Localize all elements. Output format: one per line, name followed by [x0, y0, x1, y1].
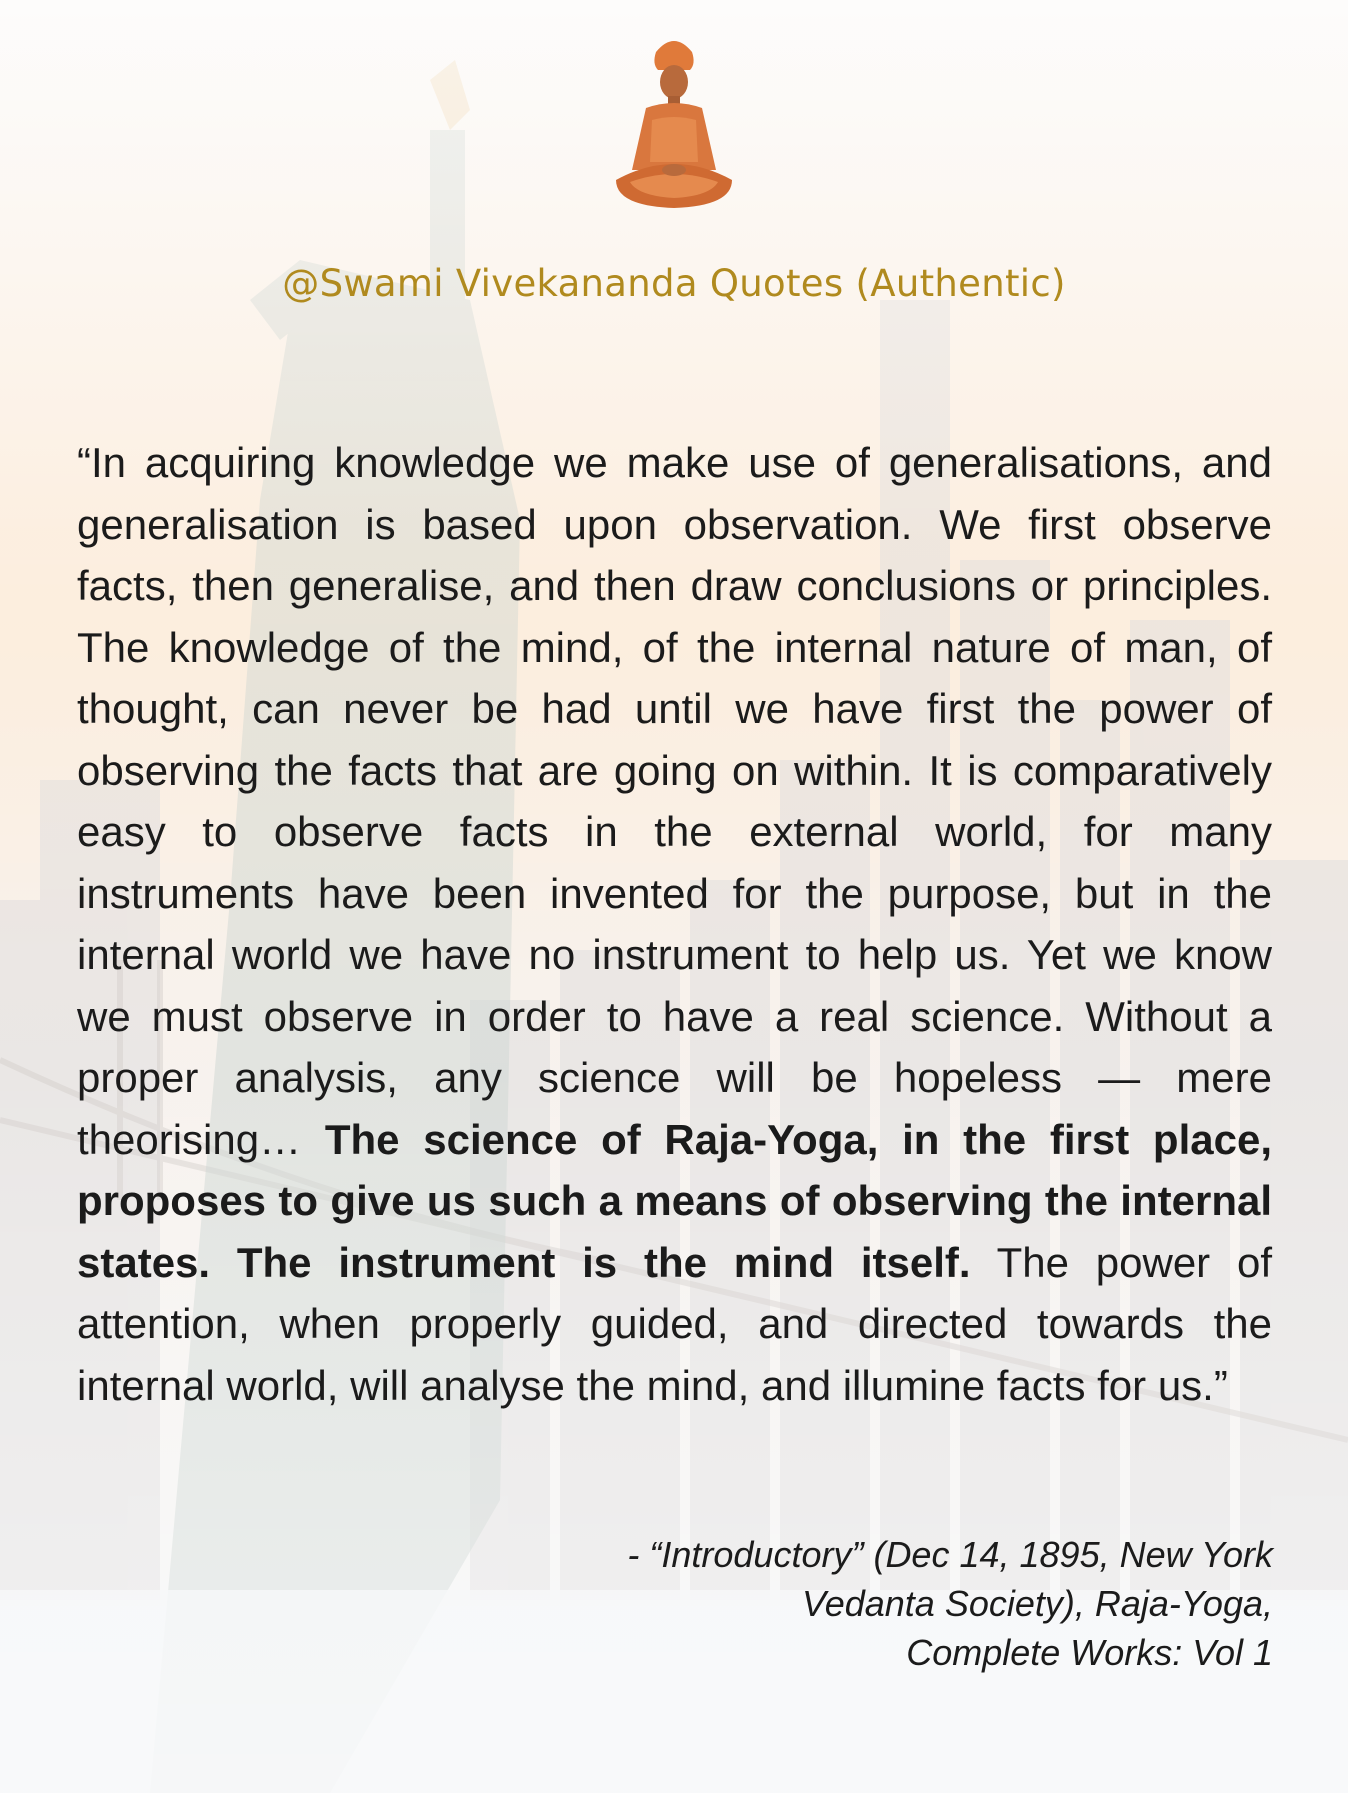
quote-part-3: The power of attention, when properly guided, and directed towards the internal world, will analyse the mind, and illumine facts for us.”: [77, 1238, 1272, 1409]
quote-emphasis: The science of Raja-Yoga, in the first place, proposes to give us such a means of observing the internal states. The instrument is the mind itself.: [77, 1115, 1272, 1286]
source-line-3: Complete Works: Vol 1: [906, 1632, 1273, 1673]
quote-part-1: “In acquiring knowledge we make use of generalisations, and generalisation is based upon observation. We first observe facts, then generalise, and then draw conclusions or principles. The knowledge of the mind, of the internal nature of man, of thought, can never be had until we have first the power of observing the facts that are going on within. It is comparatively easy to observe facts in the external world, for many instruments have been invented for the purpose, but in the internal world we have no instrument to help us. Yet we know we must observe in order to have a real science. Without a proper analysis, any science will be hopeless — mere theorising…: [77, 439, 1272, 1163]
source-line-1: - “Introductory” (Dec 14, 1895, New York: [627, 1534, 1273, 1575]
page-handle: @Swami Vivekananda Quotes (Authentic): [282, 262, 1066, 305]
quote-text: [77, 432, 1272, 1416]
quote-source: [473, 1530, 1273, 1677]
meditating-monk-icon: [612, 30, 736, 212]
source-line-2: Vedanta Society), Raja-Yoga,: [802, 1583, 1273, 1624]
